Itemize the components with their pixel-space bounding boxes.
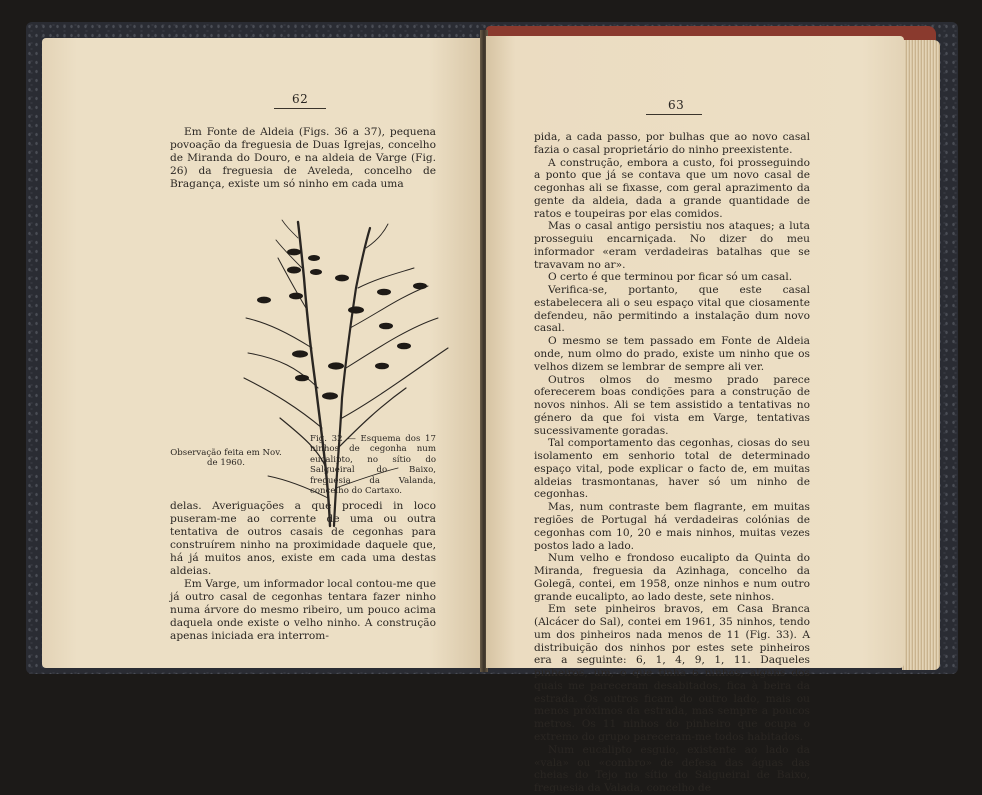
paragraph: Tal comportamento das cegonhas, ciosas do seu isolamento em senhorio total de determinado espaço vital, pode explicar o facto de, em muitas aldeias trasmontanas, haver só um ninho de cegonhas. [534,437,810,501]
right-page [486,36,904,795]
paragraph: O certo é que terminou por ficar só um casal. [548,271,793,284]
right-text [534,131,810,795]
paragraph: Num eucalipto esguio, existente ao lado da «vala» ou «combro» de defesa das águas das cheias do Tejo no sítio do Salgueiral de Baixo, freguesia da Valada, concelho de [534,743,810,795]
paragraph: O mesmo se tem passado em Fonte de Aldeia onde, num olmo do prado, existe um ninho que os velhos dizem se lembrar de sempre ali ver. [534,335,810,373]
page-number-right: 63 [668,98,685,112]
left-text-top [170,126,436,191]
paragraph: Mas o casal antigo persistiu nos ataques; a luta prosseguiu encarniçada. No dizer do meu informador «eram verdadeiras batalhas que se travavam no ar». [534,220,810,271]
observation-note: Observação feita em Nov. de 1960. [170,448,282,469]
left-text-bottom [170,500,436,644]
paragraph: Mas, num contraste bem flagrante, em muitas regiões de Portugal há verdadeiras colónias de cegonhas com 10, 20 e mais ninhos, muitas vezes postos lado a lado. [534,501,810,552]
figure-caption: Fig. 32 — Esquema dos 17 ninhos de cegonha num eucalipto, no sítio do Salgueiral do Baixo, freguesia da Valanda, concelho do Cartaxo. [310,434,436,497]
paragraph: Num velho e frondoso eucalipto da Quinta do Miranda, freguesia da Azinhaga, concelho da Golegã, contei, em 1958, onze ninhos e num outro grande eucalipto, ao lado deste, sete ninhos. [534,552,810,603]
paragraph: Em Fonte de Aldeia (Figs. 36 a 37), pequena povoação da freguesia de Duas Igrejas, concelho de Miranda do Douro, e na aldeia de Varge (Fig. 26) da freguesia de Aveleda, concelho de Bragança, existe um só ninho em cada uma [170,126,436,191]
paragraph: delas. Averiguações a que procedi in loco puseram-me ao corrente de uma ou outra tentativa de outros casais de cegonhas para construírem ninho na proximidade daquele que, há já muitos anos, existe em cada uma destas aldeias. [170,500,436,578]
paragraph: Em sete pinheiros bravos, em Casa Branca (Alcácer do Sal), contei em 1961, 35 ninhos, tendo um dos pinheiros nada menos de 11 (Fig. 33). A distribuição dos ninhos por estes sete pinheiros era a seguinte: 6, 1, 4, 9, 1, 11. Daqueles pinheiros, um, o que tinha 6 ninhos, alguns dos quais me pareceram desabitados, fica à beira da estrada. Os outros ficam do outro lado, mais ou menos próximos da estrada, mas sempre a poucos metros. Os 11 ninhos do pinheiro que ocupa o extremo do grupo pareceram-me todos habitados. [534,603,810,743]
page-number-left: 62 [292,92,309,106]
paragraph: Outros olmos do mesmo prado parece oferecerem boas condições para a construção de novos ninhos. Ali se tem assistido a tentativas no género da que foi vista em Varge, tentativas sucessivamente goradas. [534,373,810,437]
left-page [42,38,482,668]
header-rule [274,108,326,109]
paragraph: Em Varge, um informador local contou-me que já outro casal de cegonhas tentara fazer ninho numa árvore do mesmo ribeiro, um pouco acima daquela onde existe o velho ninho. A construção apenas iniciada era interrom- [170,578,436,643]
paragraph: pida, a cada passo, por bulhas que ao novo casal fazia o casal proprietário do ninho preexistente. [534,131,810,156]
page-stack-edge [902,40,940,670]
paragraph: Verifica-se, portanto, que este casal estabelecera ali o seu espaço vital que ciosamente defendeu, não permitindo a instalação dum novo casal. [534,284,810,335]
paragraph: A construção, embora a custo, foi prosseguindo a ponto que já se contava que um novo casal de cegonhas ali se fixasse, com geral aprazimento da gente da aldeia, dada a grande quantidade de ratos e toupeiras por elas comidos. [534,156,810,220]
header-rule [646,114,702,115]
